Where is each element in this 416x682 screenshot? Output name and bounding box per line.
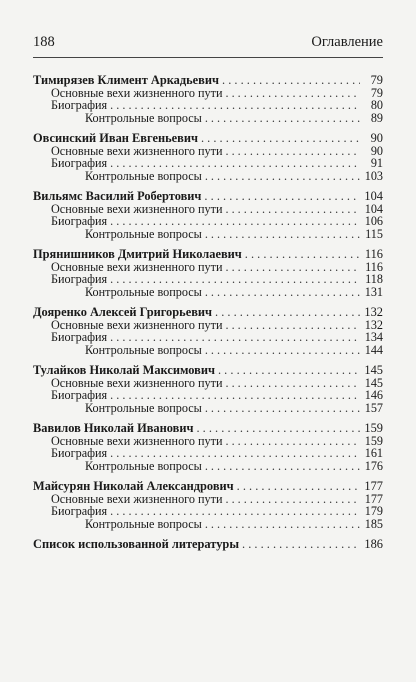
toc-entry-person[interactable] xyxy=(33,190,383,203)
toc-entry-person[interactable] xyxy=(33,364,383,377)
running-header xyxy=(33,34,383,54)
dot-leader xyxy=(110,157,360,170)
entry-page: 145 xyxy=(364,375,383,390)
entry-title: Контрольные вопросы xyxy=(85,400,202,415)
entry-title: Основные вехи жизненного пути xyxy=(51,85,223,100)
entry-title: Биография xyxy=(51,330,108,344)
page-number: 188 xyxy=(33,34,55,50)
dot-leader xyxy=(196,422,360,435)
dot-leader xyxy=(225,145,360,158)
toc-entry-person[interactable] xyxy=(33,74,383,87)
entry-title: Майсурян Николай Александрович xyxy=(33,479,234,493)
header-rule xyxy=(33,57,383,58)
toc-entry-literature[interactable] xyxy=(33,538,383,551)
toc-subentry[interactable] xyxy=(33,344,383,357)
dot-leader xyxy=(110,331,360,344)
entry-title: Основные вехи жизненного пути xyxy=(51,317,223,332)
dot-leader xyxy=(205,286,360,299)
entry-title: Биография xyxy=(51,504,108,518)
entry-title: Овсинский Иван Евгеньевич xyxy=(33,131,198,145)
dot-leader xyxy=(110,505,360,518)
toc-subentry[interactable] xyxy=(33,402,383,415)
dot-leader xyxy=(225,261,360,274)
entry-title: Контрольные вопросы xyxy=(85,110,202,125)
entry-title: Биография xyxy=(51,446,108,460)
entry-page: 115 xyxy=(365,226,383,241)
toc-subentry[interactable] xyxy=(33,331,383,344)
entry-title: Контрольные вопросы xyxy=(85,226,202,241)
entry-title: Основные вехи жизненного пути xyxy=(51,143,223,158)
entry-page: 134 xyxy=(364,330,383,344)
entry-title: Биография xyxy=(51,388,108,402)
toc-entry-block xyxy=(33,364,383,414)
entry-page: 186 xyxy=(364,537,383,551)
toc-subentry[interactable] xyxy=(33,447,383,460)
toc-entry-block xyxy=(33,306,383,356)
entry-page: 161 xyxy=(364,446,383,460)
dot-leader xyxy=(110,273,360,286)
entry-title: Список использованной литературы xyxy=(33,537,239,551)
entry-page: 79 xyxy=(370,73,383,87)
dot-leader xyxy=(205,228,360,241)
dot-leader xyxy=(222,74,360,87)
dot-leader xyxy=(110,447,360,460)
dot-leader xyxy=(225,203,360,216)
dot-leader xyxy=(215,306,360,319)
entry-page: 91 xyxy=(370,156,383,170)
entry-title: Основные вехи жизненного пути xyxy=(51,201,223,216)
entry-title: Контрольные вопросы xyxy=(85,458,202,473)
entry-title: Биография xyxy=(51,98,108,112)
entry-page: 103 xyxy=(364,168,383,183)
entry-title: Вавилов Николай Иванович xyxy=(33,421,194,435)
toc-entry-block xyxy=(33,132,383,182)
entry-title: Тулайков Николай Максимович xyxy=(33,363,215,377)
toc-entry-block xyxy=(33,422,383,472)
entry-title: Биография xyxy=(51,156,108,170)
toc-entry-person[interactable] xyxy=(33,422,383,435)
dot-leader xyxy=(225,493,360,506)
entry-page: 177 xyxy=(364,479,383,493)
dot-leader xyxy=(110,99,360,112)
toc-subentry[interactable] xyxy=(33,518,383,531)
entry-page: 90 xyxy=(370,143,383,158)
dot-leader xyxy=(242,538,360,551)
dot-leader xyxy=(205,460,360,473)
entry-page: 176 xyxy=(364,458,383,473)
toc-entry-person[interactable] xyxy=(33,306,383,319)
toc-subentry[interactable] xyxy=(33,460,383,473)
entry-page: 116 xyxy=(365,259,383,274)
entry-title: Вильямс Василий Робертович xyxy=(33,189,202,203)
toc-entry-block xyxy=(33,248,383,298)
entry-title: Биография xyxy=(51,272,108,286)
entry-title: Основные вехи жизненного пути xyxy=(51,491,223,506)
dot-leader xyxy=(218,364,360,377)
dot-leader xyxy=(245,248,360,261)
toc-entry-person[interactable] xyxy=(33,132,383,145)
entry-page: 131 xyxy=(364,284,383,299)
dot-leader xyxy=(225,435,360,448)
dot-leader xyxy=(225,87,360,100)
toc-subentry[interactable] xyxy=(33,157,383,170)
entry-title: Контрольные вопросы xyxy=(85,516,202,531)
toc-entry-person[interactable] xyxy=(33,248,383,261)
entry-page: 104 xyxy=(364,189,383,203)
entry-page: 146 xyxy=(364,388,383,402)
entry-page: 80 xyxy=(370,98,383,112)
table-of-contents xyxy=(33,74,383,551)
dot-leader xyxy=(205,402,360,415)
entry-title: Основные вехи жизненного пути xyxy=(51,433,223,448)
entry-title: Биография xyxy=(51,214,108,228)
dot-leader xyxy=(225,377,360,390)
entry-title: Дояренко Алексей Григорьевич xyxy=(33,305,213,319)
entry-title: Основные вехи жизненного пути xyxy=(51,259,223,274)
entry-page: 144 xyxy=(364,342,383,357)
entry-page: 89 xyxy=(370,110,383,125)
toc-subentry[interactable] xyxy=(33,228,383,241)
dot-leader xyxy=(204,190,360,203)
dot-leader xyxy=(110,389,360,402)
toc-subentry[interactable] xyxy=(33,389,383,402)
toc-subentry[interactable] xyxy=(33,273,383,286)
dot-leader xyxy=(201,132,360,145)
dot-leader xyxy=(205,170,360,183)
dot-leader xyxy=(110,215,360,228)
dot-leader xyxy=(225,319,360,332)
entry-title: Прянишников Дмитрий Николаевич xyxy=(33,247,242,261)
toc-entry-person[interactable] xyxy=(33,480,383,493)
entry-page: 157 xyxy=(364,400,383,415)
entry-page: 90 xyxy=(370,131,383,145)
toc-entry-block xyxy=(33,480,383,530)
entry-page: 106 xyxy=(364,214,383,228)
entry-page: 179 xyxy=(364,504,383,518)
entry-page: 79 xyxy=(370,85,383,100)
toc-subentry[interactable] xyxy=(33,170,383,183)
toc-entry-block xyxy=(33,190,383,240)
toc-subentry[interactable] xyxy=(33,286,383,299)
toc-subentry[interactable] xyxy=(33,505,383,518)
entry-page: 145 xyxy=(364,363,383,377)
entry-title: Контрольные вопросы xyxy=(85,284,202,299)
toc-subentry[interactable] xyxy=(33,112,383,125)
entry-page: 104 xyxy=(364,201,383,216)
entry-title: Тимирязев Климент Аркадьевич xyxy=(33,73,219,87)
entry-page: 177 xyxy=(364,491,383,506)
entry-page: 185 xyxy=(364,516,383,531)
dot-leader xyxy=(205,518,360,531)
entry-title: Основные вехи жизненного пути xyxy=(51,375,223,390)
entry-title: Контрольные вопросы xyxy=(85,168,202,183)
entry-page: 118 xyxy=(365,272,383,286)
dot-leader xyxy=(205,344,360,357)
toc-subentry[interactable] xyxy=(33,99,383,112)
entry-page: 132 xyxy=(364,305,383,319)
entry-page: 159 xyxy=(364,433,383,448)
entry-page: 116 xyxy=(364,247,383,261)
entry-page: 159 xyxy=(364,421,383,435)
entry-title: Контрольные вопросы xyxy=(85,342,202,357)
toc-entry-block xyxy=(33,74,383,124)
running-title: Оглавление xyxy=(311,34,383,50)
dot-leader xyxy=(205,112,360,125)
toc-subentry[interactable] xyxy=(33,215,383,228)
entry-page: 132 xyxy=(364,317,383,332)
dot-leader xyxy=(237,480,360,493)
